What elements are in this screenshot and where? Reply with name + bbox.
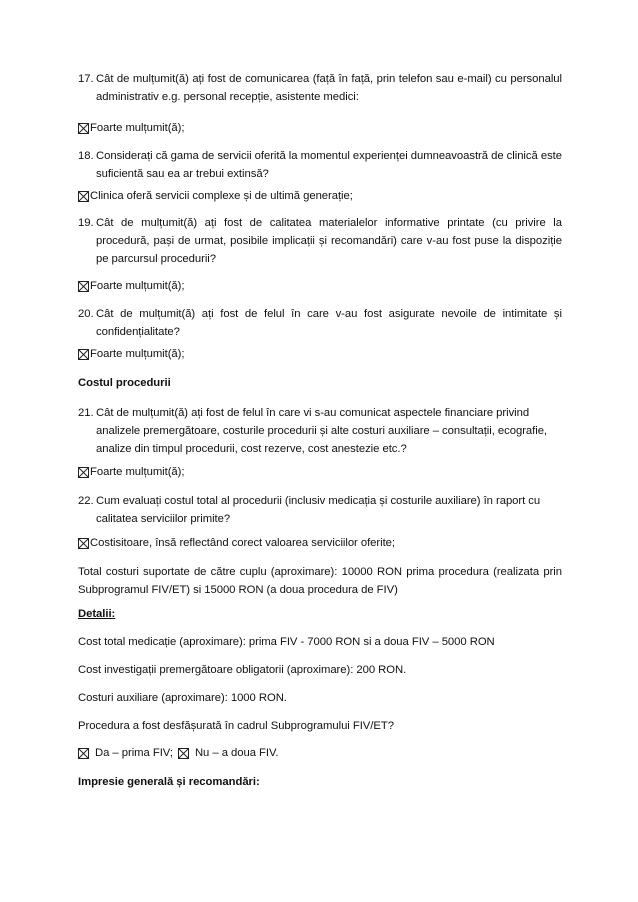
cost-auxiliary: Costuri auxiliare (aproximare): 1000 RON. bbox=[78, 692, 287, 704]
question-22 bbox=[78, 492, 562, 528]
question-text: Cum evaluați costul total al procedurii (inclusiv medicația și costurile auxiliare) în raport cu calitatea serviciilor primite? bbox=[96, 495, 541, 525]
answer-text: Clinica oferă servicii complexe și de ultimă generație; bbox=[90, 190, 353, 202]
question-number: 22. bbox=[78, 495, 94, 507]
question-19 bbox=[78, 214, 562, 268]
checked-box-icon bbox=[78, 538, 89, 549]
subprogram-question: Procedura a fost desfășurată în cadrul Subprogramului FIV/ET? bbox=[78, 720, 394, 732]
question-number: 20. bbox=[78, 308, 94, 320]
subprogram-answers bbox=[78, 744, 562, 762]
answer-yes-text: Da – prima FIV; bbox=[95, 747, 173, 759]
answer-text: Foarte mulțumit(ă); bbox=[90, 122, 185, 134]
checked-box-icon bbox=[78, 191, 89, 202]
answer-17 bbox=[78, 119, 562, 137]
question-17 bbox=[78, 70, 562, 106]
impression-heading: Impresie generală și recomandări: bbox=[78, 776, 260, 788]
answer-20 bbox=[78, 345, 562, 363]
section-heading-cost: Costul procedurii bbox=[78, 377, 171, 389]
question-text: Considerați că gama de servicii oferită la momentul experienței dumneavoastră de clinică este suficientă sau ea ar trebui extinsă? bbox=[96, 150, 562, 180]
question-text: Cât de mulțumit(ă) ați fost de calitatea materialelor informative printate (cu privire la procedură, pași de urmat, posibile implicații și recomandări) care v-au fost puse la dispoziție pe parcursul procedurii? bbox=[96, 217, 562, 265]
cost-medication: Cost total medicație (aproximare): prima FIV - 7000 RON si a doua FIV – 5000 RON bbox=[78, 636, 495, 648]
question-number: 17. bbox=[78, 73, 94, 85]
total-costs-paragraph: Total costuri suportate de către cuplu (aproximare): 10000 RON prima procedura (realizata prin Subprogramul FIV/ET) si 15000 RON (a doua procedura de FIV) bbox=[78, 566, 562, 596]
answer-22 bbox=[78, 534, 562, 552]
answer-21 bbox=[78, 463, 562, 481]
answer-text: Costisitoare, însă reflectând corect valoarea serviciilor oferite; bbox=[90, 537, 395, 549]
question-number: 18. bbox=[78, 150, 94, 162]
question-number: 19. bbox=[78, 217, 94, 229]
question-text: Cât de mulțumit(ă) ați fost de felul în care v-au fost asigurate nevoile de intimitate și confidențialitate? bbox=[96, 308, 562, 338]
answer-18 bbox=[78, 187, 562, 205]
answer-text: Foarte mulțumit(ă); bbox=[90, 466, 185, 478]
answer-text: Foarte mulțumit(ă); bbox=[90, 348, 185, 360]
cost-investigations: Cost investigații premergătoare obligatorii (aproximare): 200 RON. bbox=[78, 664, 407, 676]
question-18 bbox=[78, 147, 562, 183]
details-heading: Detalii: bbox=[78, 608, 116, 620]
question-text: Cât de mulțumit(ă) ați fost de comunicarea (față în față, prin telefon sau e-mail) cu personalul administrativ e.g. personal recepție, asistente medici: bbox=[96, 73, 562, 103]
question-21 bbox=[78, 404, 562, 458]
question-number: 21. bbox=[78, 407, 94, 419]
question-20 bbox=[78, 305, 562, 341]
checked-box-icon bbox=[78, 123, 89, 134]
checked-box-icon bbox=[178, 748, 189, 759]
answer-19 bbox=[78, 277, 562, 295]
checked-box-icon bbox=[78, 748, 89, 759]
answer-no-text: Nu – a doua FIV. bbox=[194, 747, 279, 759]
answer-text: Foarte mulțumit(ă); bbox=[90, 280, 185, 292]
checked-box-icon bbox=[78, 349, 89, 360]
question-text: Cât de mulțumit(ă) ați fost de felul în care vi s-au comunicat aspectele financiare privind analizele premergătoare, costurile procedurii și alte costuri auxiliare – consultații, ecografie, analize din timpul procedurii, cost rezerve, cost anestezie etc.? bbox=[96, 407, 548, 455]
checked-box-icon bbox=[78, 467, 89, 478]
checked-box-icon bbox=[78, 281, 89, 292]
